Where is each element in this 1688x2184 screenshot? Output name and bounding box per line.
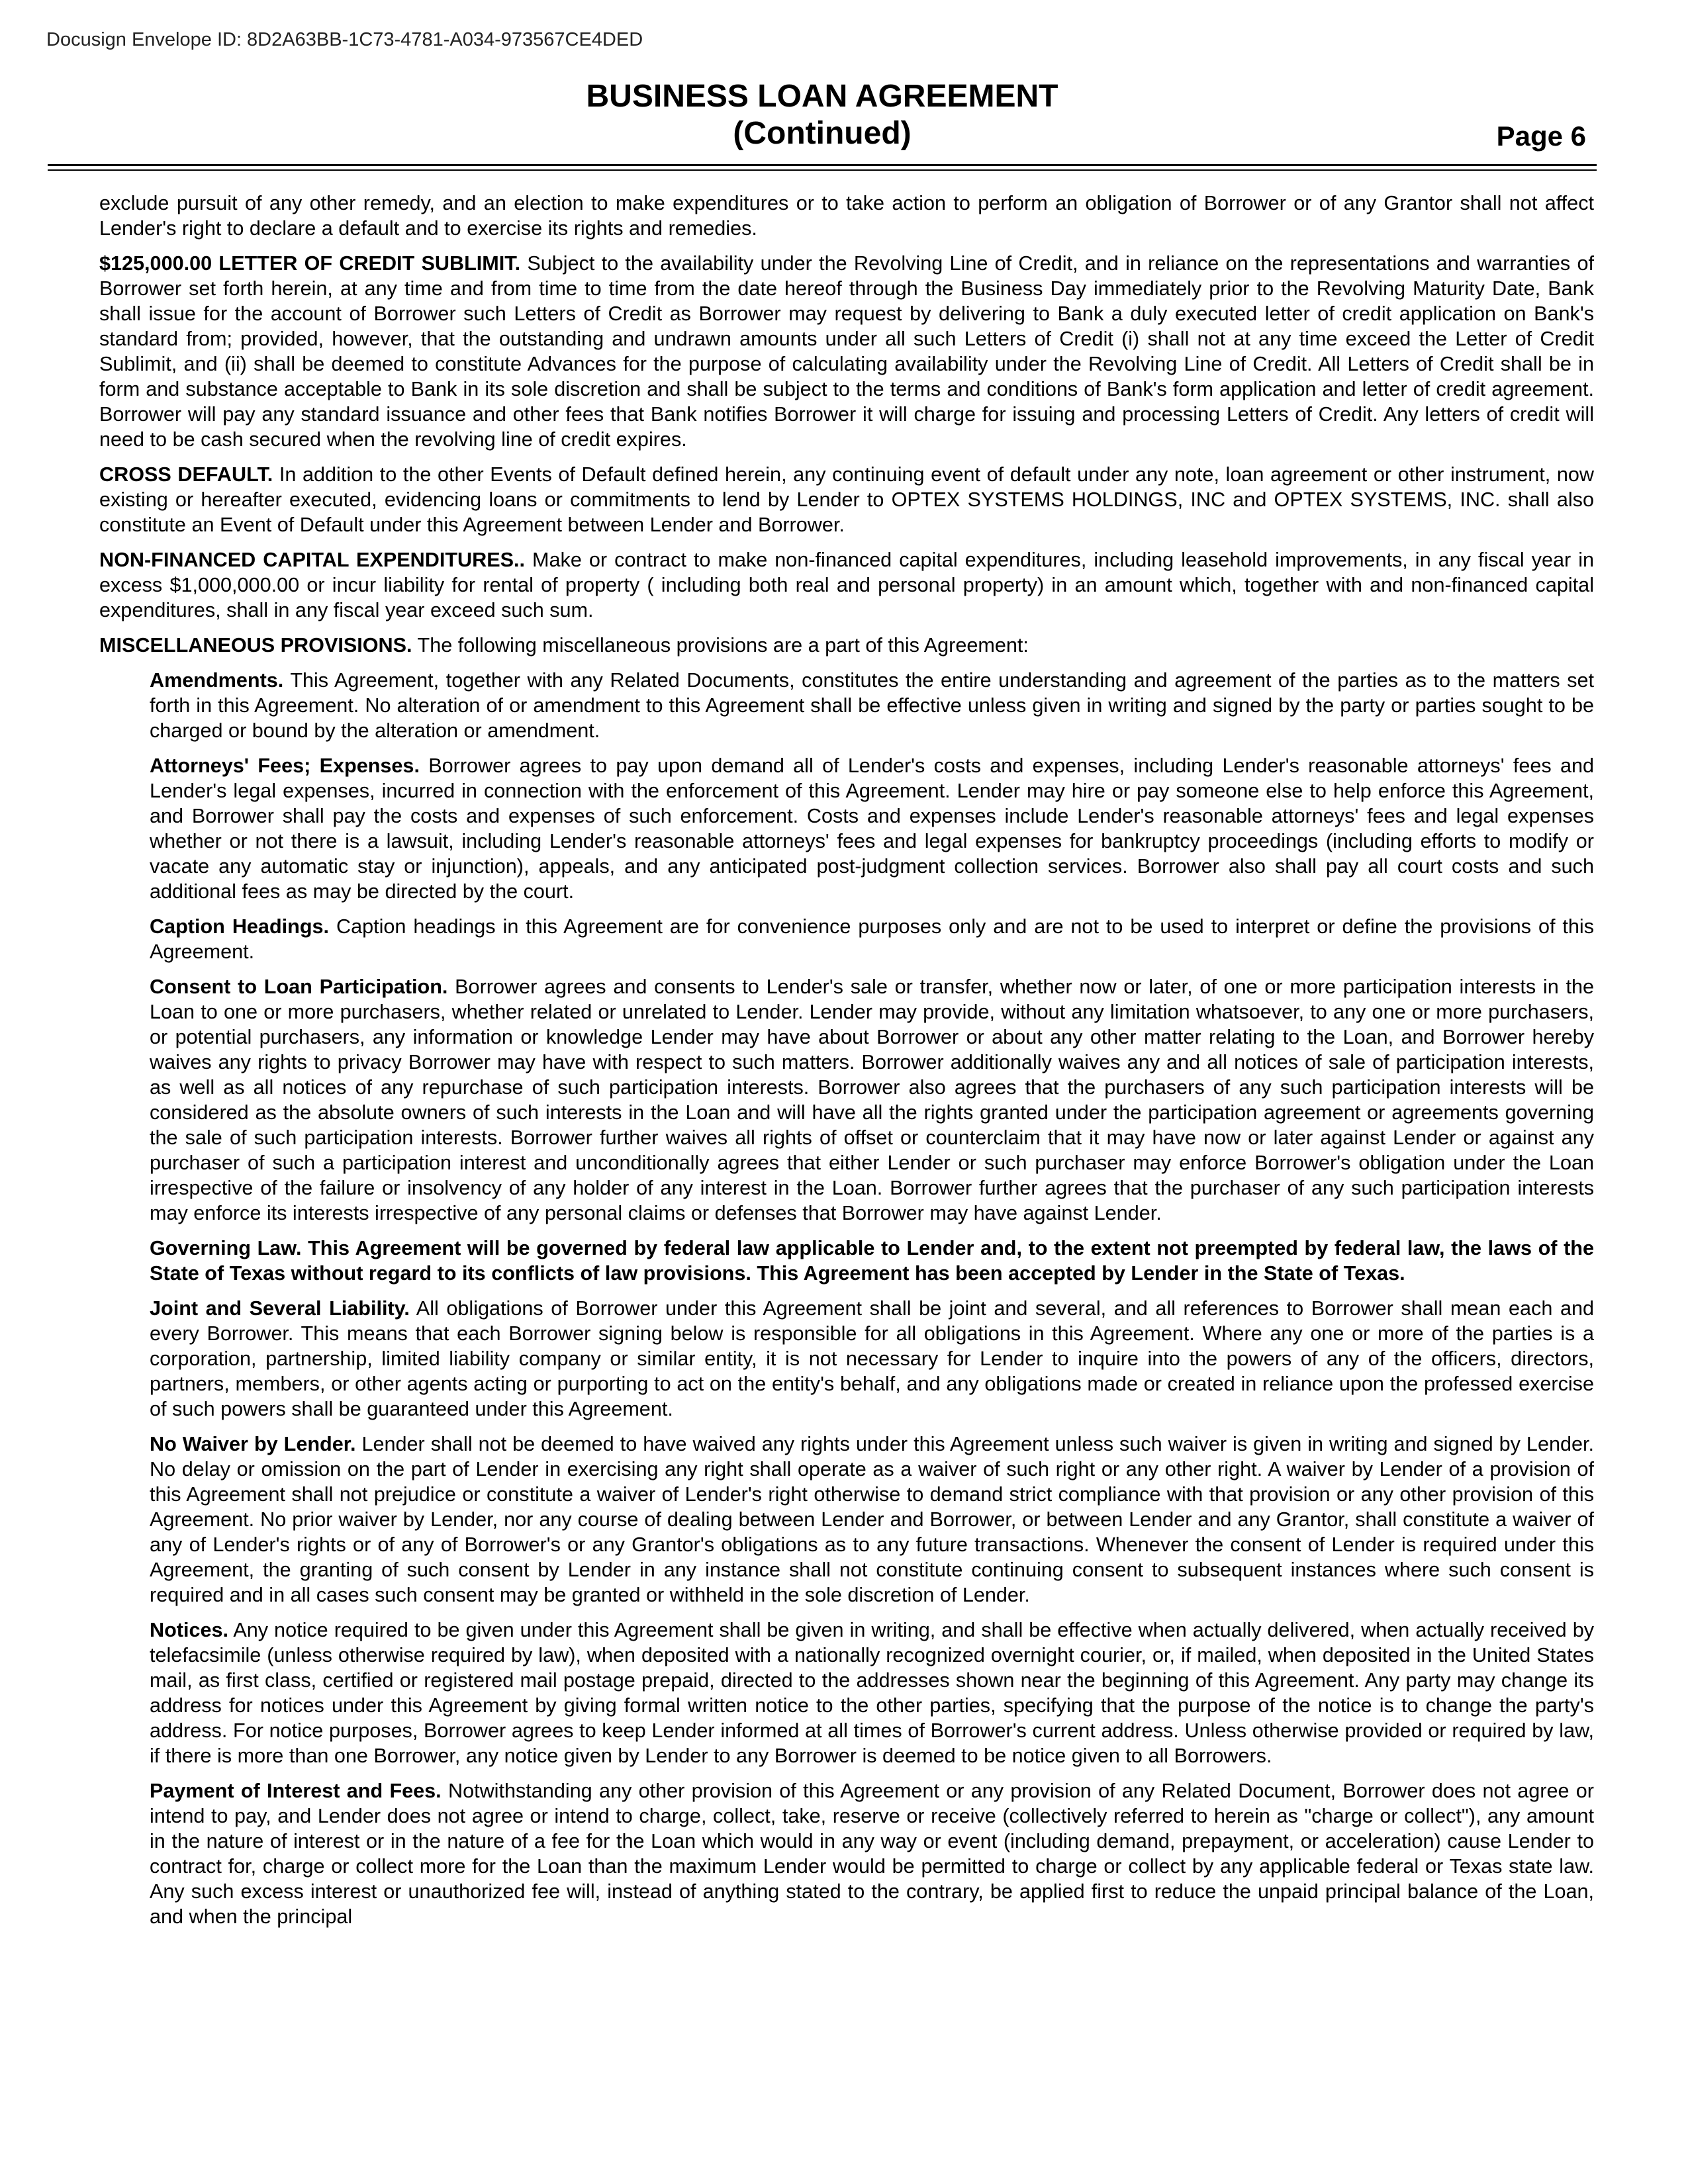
provision-caption-headings	[150, 914, 1594, 964]
section-miscellaneous-provisions	[99, 633, 1594, 658]
page-number: Page 6	[1496, 120, 1586, 152]
header-divider-thin	[48, 169, 1597, 171]
provision-attorneys-fees	[150, 753, 1594, 904]
provision-joint-several-liability	[150, 1296, 1594, 1422]
section-heading: $125,000.00 LETTER OF CREDIT SUBLIMIT.	[99, 252, 521, 275]
section-letter-of-credit-sublimit	[99, 251, 1594, 452]
provision-body: This Agreement will be governed by federal law applicable to Lender and, to the extent not preempted by federal law, the laws of the State of Texas without regard to its conflicts of law provisions. This Agreement has been accepted by Lender in the State of Texas.	[150, 1237, 1594, 1285]
document-subtitle: (Continued)	[733, 116, 912, 151]
section-heading: MISCELLANEOUS PROVISIONS.	[99, 634, 412, 657]
provision-heading: Governing Law.	[150, 1237, 302, 1259]
provision-no-waiver	[150, 1432, 1594, 1608]
provision-body: Caption headings in this Agreement are for convenience purposes only and are not to be used to interpret or define the provisions of this Agreement.	[150, 915, 1595, 963]
provision-payment-interest-fees	[150, 1778, 1594, 1929]
section-cross-default	[99, 462, 1594, 537]
provision-amendments	[150, 668, 1594, 743]
section-body: The following miscellaneous provisions are a part of this Agreement:	[417, 634, 1029, 657]
envelope-id: Docusign Envelope ID: 8D2A63BB-1C73-4781-A034-973567CE4DED	[46, 29, 643, 50]
provision-heading: No Waiver by Lender.	[150, 1433, 356, 1455]
section-body: In addition to the other Events of Default defined herein, any continuing event of default under any note, loan agreement or other instrument, now existing or hereafter executed, evidencing loans or commitments to lend by Lender to OPTEX SYSTEMS HOLDINGS, INC and OPTEX SYSTEMS, INC. shall also constitute an Event of Default under this Agreement between Lender and Borrower.	[99, 463, 1594, 536]
provision-body: Notwithstanding any other provision of this Agreement or any provision of any Related Document, Borrower does not agree or intend to pay, and Lender does not agree or intend to charge, collect, take, reserve or receive (collectively referred to herein as "charge or collect"), any amount in the nature of interest or in the nature of a fee for the Loan which would in any way or event (including demand, prepayment, or acceleration) cause Lender to contract for, charge or collect more for the Loan than the maximum Lender would be permitted to charge or collect by any applicable federal or Texas state law. Any such excess interest or unauthorized fee will, instead of anything stated to the contrary, be applied first to reduce the unpaid principal balance of the Loan, and when the principal	[150, 1780, 1594, 1928]
provision-loan-participation	[150, 974, 1594, 1226]
provision-heading: Consent to Loan Participation.	[150, 976, 448, 998]
provision-body: Borrower agrees and consents to Lender's sale or transfer, whether now or later, of one or more participation interests in the Loan to one or more purchasers, whether related or unrelated to Lender. Lender may provide, without any limitation whatsoever, to any one or more purchasers, or potential purchasers, any information or knowledge Lender may have about Borrower or about any other matter relating to the Loan, and Borrower hereby waives any rights to privacy Borrower may have with respect to such matters. Borrower additionally waives any and all notices of sale of participation interests, as well as all notices of any repurchase of such participation interests. Borrower also agrees that the purchasers of any such participation interests will be considered as the absolute owners of such interests in the Loan and will have all the rights granted under the participation agreement or agreements governing the sale of such participation interests. Borrower further waives all rights of offset or counterclaim that it may have now or later against Lender or against any purchaser of such a participation interest and unconditionally agrees that either Lender or such purchaser may enforce Borrower's obligation under the Loan irrespective of the failure or insolvency of any holder of any interest in the Loan. Borrower further agrees that the purchaser of any such participation interests may enforce its interests irrespective of any personal claims or defenses that Borrower may have against Lender.	[150, 976, 1595, 1224]
provision-heading: Caption Headings.	[150, 915, 330, 938]
section-body: Subject to the availability under the Revolving Line of Credit, and in reliance on the representations and warranties of Borrower set forth herein, at any time and from time to time from the date hereof through the Business Day immediately prior to the Revolving Maturity Date, Bank shall issue for the account of Borrower such Letters of Credit as Borrower may request by delivering to Bank a duly executed letter of credit application on Bank's standard from; provided, however, that the outstanding and undrawn amounts under all such Letters of Credit (i) shall not at any time exceed the Letter of Credit Sublimit, and (ii) shall be deemed to constitute Advances for the purpose of calculating availability under the Revolving Line of Credit. All Letters of Credit shall be in form and substance acceptable to Bank in its sole discretion and shall be subject to the terms and conditions of Bank's form application and letter of credit agreement. Borrower will pay any standard issuance and other fees that Bank notifies Borrower it will charge for issuing and processing Letters of Credit. Any letters of credit will need to be cash secured when the revolving line of credit expires.	[99, 252, 1594, 451]
provision-body: This Agreement, together with any Related Documents, constitutes the entire understanding and agreement of the parties as to the matters set forth in this Agreement. No alteration of or amendment to this Agreement shall be effective unless given in writing and signed by the party or parties sought to be charged or bound by the alteration or amendment.	[150, 669, 1594, 742]
provision-heading: Joint and Several Liability.	[150, 1297, 410, 1320]
provision-body: All obligations of Borrower under this Agreement shall be joint and several, and all references to Borrower shall mean each and every Borrower. This means that each Borrower signing below is responsible for all obligations in this Agreement. Where any one or more of the parties is a corporation, partnership, limited liability company or similar entity, it is not necessary for Lender to inquire into the powers of any of the officers, directors, partners, members, or other agents acting or purporting to act on the entity's behalf, and any obligations made or created in reliance upon the professed exercise of such powers shall be guaranteed under this Agreement.	[150, 1297, 1594, 1420]
document-title: BUSINESS LOAN AGREEMENT	[586, 79, 1058, 114]
provision-heading: Attorneys' Fees; Expenses.	[150, 754, 420, 777]
document-body	[99, 191, 1594, 1939]
provision-governing-law	[150, 1236, 1594, 1286]
document-header	[48, 78, 1597, 152]
provision-heading: Payment of Interest and Fees.	[150, 1780, 442, 1802]
provision-body: Lender shall not be deemed to have waived any rights under this Agreement unless such waiver is given in writing and signed by Lender. No delay or omission on the part of Lender in exercising any right shall operate as a waiver of such right or any other right. A waiver by Lender of a provision of this Agreement shall not prejudice or constitute a waiver of Lender's right otherwise to demand strict compliance with that provision or any other provision of this Agreement. No prior waiver by Lender, nor any course of dealing between Lender and Borrower, or between Lender and any Grantor, shall constitute a waiver of any of Lender's rights or of any of Borrower's or any Grantor's obligations as to any future transactions. Whenever the consent of Lender is required under this Agreement, the granting of such consent by Lender in any instance shall not constitute continuing consent to subsequent instances where such consent is required and in all cases such consent may be granted or withheld in the sole discretion of Lender.	[150, 1433, 1594, 1606]
header-divider-thick	[48, 164, 1597, 166]
provision-heading: Notices.	[150, 1619, 229, 1641]
provision-body: Any notice required to be given under this Agreement shall be given in writing, and shall be effective when actually delivered, when actually received by telefacsimile (unless otherwise required by law), when deposited with a nationally recognized overnight courier, or, if mailed, when deposited in the United States mail, as first class, certified or registered mail postage prepaid, directed to the addresses shown near the beginning of this Agreement. Any party may change its address for notices under this Agreement by giving formal written notice to the other parties, specifying that the purpose of the notice is to change the party's address. For notice purposes, Borrower agrees to keep Lender informed at all times of Borrower's current address. Unless otherwise provided or required by law, if there is more than one Borrower, any notice given by Lender to any Borrower is deemed to be notice given to all Borrowers.	[150, 1619, 1594, 1767]
provision-heading: Amendments.	[150, 669, 284, 692]
section-body: Make or contract to make non-financed capital expenditures, including leasehold improvements, in any fiscal year in excess $1,000,000.00 or incur liability for rental of property ( including both real and personal property) in an amount which, together with and non-financed capital expenditures, shall in any fiscal year exceed such sum.	[99, 549, 1595, 621]
provision-body: Borrower agrees to pay upon demand all of Lender's costs and expenses, including Lender's reasonable attorneys' fees and Lender's legal expenses, incurred in connection with the enforcement of this Agreement. Lender may hire or pay someone else to help enforce this Agreement, and Borrower shall pay the costs and expenses of such enforcement. Costs and expenses include Lender's reasonable attorneys' fees and legal expenses whether or not there is a lawsuit, including Lender's reasonable attorneys' fees and legal expenses for bankruptcy proceedings (including efforts to modify or vacate any automatic stay or injunction), appeals, and any anticipated post-judgment collection services. Borrower also shall pay all court costs and such additional fees as may be directed by the court.	[150, 754, 1594, 903]
provision-notices	[150, 1617, 1594, 1768]
section-non-financed-capex	[99, 547, 1594, 623]
paragraph-continuation: exclude pursuit of any other remedy, and an election to make expenditures or to take action to perform an obligation of Borrower or of any Grantor shall not affect Lender's right to declare a default and to exercise its rights and remedies.	[99, 192, 1594, 240]
section-heading: CROSS DEFAULT.	[99, 463, 273, 486]
section-heading: NON-FINANCED CAPITAL EXPENDITURES..	[99, 549, 526, 571]
